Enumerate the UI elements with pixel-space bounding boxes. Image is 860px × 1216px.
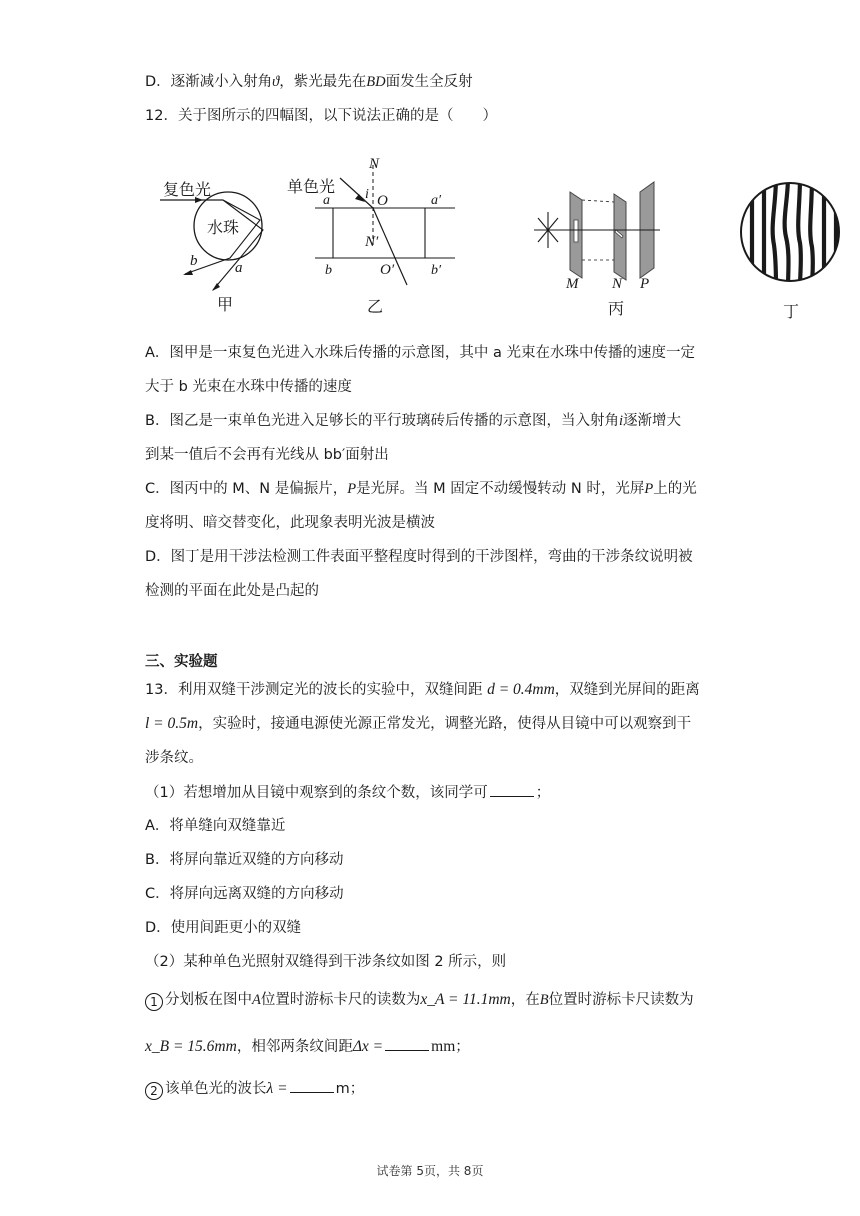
q12-option-c-line1: C．图丙中的 M、N 是偏振片，P是光屏。当 M 固定不动缓慢转动 N 时，光屏P上的光 — [145, 481, 697, 497]
q13-part2-sub2: 2 该单色光的波长λ = m； — [145, 1078, 364, 1100]
figure-bing-label: 丙 — [608, 299, 625, 318]
q13-stem-line3: 涉条纹。 — [145, 750, 203, 766]
q12-option-d-line1: D．图丁是用干涉法检测工件表面平整程度时得到的干涉图样，弯曲的干涉条纹说明被 — [145, 549, 693, 565]
label-water-droplet: 水珠 — [207, 218, 240, 237]
circled-number-2: 2 — [145, 1082, 163, 1100]
section-title-experiment: 三、实验题 — [145, 654, 218, 670]
label-composite-light: 复色光 — [163, 180, 212, 199]
q13-part2-sub1-line1: 1 分划板在图中A位置时游标卡尺的读数为x_A = 11.1mm，在B位置时游标卡尺读数为 — [145, 990, 694, 1011]
label-b: b — [325, 263, 332, 278]
answer-blank-part1[interactable] — [490, 782, 534, 797]
q12-option-b-line1: B．图乙是一束单色光进入足够长的平行玻璃砖后传播的示意图，当入射角i逐渐增大 — [145, 413, 681, 429]
figure-jia-label: 甲 — [217, 295, 234, 314]
q13-part2: （2）某种单色光照射双缝得到干涉条纹如图 2 所示，则 — [145, 954, 507, 970]
label-point-o: O — [377, 193, 388, 209]
label-screen-p: P — [640, 276, 650, 292]
label-ray-a: a — [235, 260, 243, 276]
page-footer: 试卷第 5页，共 8页 — [376, 1164, 484, 1178]
answer-blank-wavelength[interactable] — [290, 1078, 334, 1093]
q13-stem-line1: 13．利用双缝干涉测定光的波长的实验中，双缝间距 d = 0.4mm，双缝到光屏间的距离 — [145, 681, 700, 698]
label-point-o-prime: O′ — [380, 262, 395, 278]
q13-choice-d: D．使用间距更小的双缝 — [145, 920, 302, 936]
math-reading-a: x_A = 11.1mm — [420, 991, 511, 1008]
math-slit-spacing: d = 0.4mm — [487, 681, 555, 698]
label-b-prime: b′ — [431, 263, 442, 278]
q12-option-c-line2: 度将明、暗交替变化，此现象表明光波是横波 — [145, 515, 435, 531]
q13-part1: （1）若想增加从目镜中观察到的条纹个数，该同学可 ； — [145, 782, 550, 803]
q13-choice-c: C．将屏向远离双缝的方向移动 — [145, 886, 344, 902]
q12-stem: 12．关于图所示的四幅图，以下说法正确的是（ ） — [145, 108, 497, 124]
label-a: a — [323, 193, 330, 208]
figure-yi-glass-slab — [285, 150, 455, 320]
q13-part2-sub1-line2: x_B = 15.6mm，相邻两条纹间距Δx = mm； — [145, 1038, 470, 1055]
circled-number-1: 1 — [145, 993, 163, 1011]
figure-bing-polarizers — [530, 180, 670, 320]
label-mono-light: 单色光 — [287, 177, 336, 196]
figure-yi-label: 乙 — [367, 297, 384, 316]
math-screen-distance: l = 0.5m — [145, 715, 199, 732]
label-a-prime: a′ — [431, 193, 442, 208]
q12-option-a-line2: 大于 b 光束在水珠中传播的速度 — [145, 379, 352, 395]
math-reading-b: x_B = 15.6mm — [145, 1038, 237, 1055]
q13-stem-line2: l = 0.5m，实验时，接通电源使光源正常发光，调整光路，使得从目镜中可以观察到干 — [145, 715, 692, 732]
figure-ding-interference — [738, 175, 848, 320]
q12-option-b-line2: 到某一值后不会再有光线从 bb′面射出 — [145, 447, 389, 463]
figure-ding-label: 丁 — [783, 302, 800, 320]
label-polarizer-n: N — [612, 276, 623, 292]
q12-option-d-line2: 检测的平面在此处是凸起的 — [145, 583, 319, 599]
figure-jia-droplet — [155, 170, 285, 320]
label-normal-n-prime: N′ — [365, 234, 379, 250]
q11-option-d: D．逐渐减小入射角ϑ，紫光最先在BD面发生全反射 — [145, 74, 473, 90]
q13-choice-b: B．将屏向靠近双缝的方向移动 — [145, 852, 344, 868]
label-normal-n: N — [369, 156, 380, 172]
label-incident-angle: i — [365, 187, 369, 202]
label-polarizer-m: M — [566, 276, 579, 292]
q13-choice-a: A．将单缝向双缝靠近 — [145, 818, 286, 834]
label-ray-b: b — [190, 253, 198, 269]
q12-option-a-line1: A．图甲是一束复色光进入水珠后传播的示意图，其中 a 光束在水珠中传播的速度一定 — [145, 345, 696, 361]
answer-blank-fringe-spacing[interactable] — [385, 1036, 429, 1051]
